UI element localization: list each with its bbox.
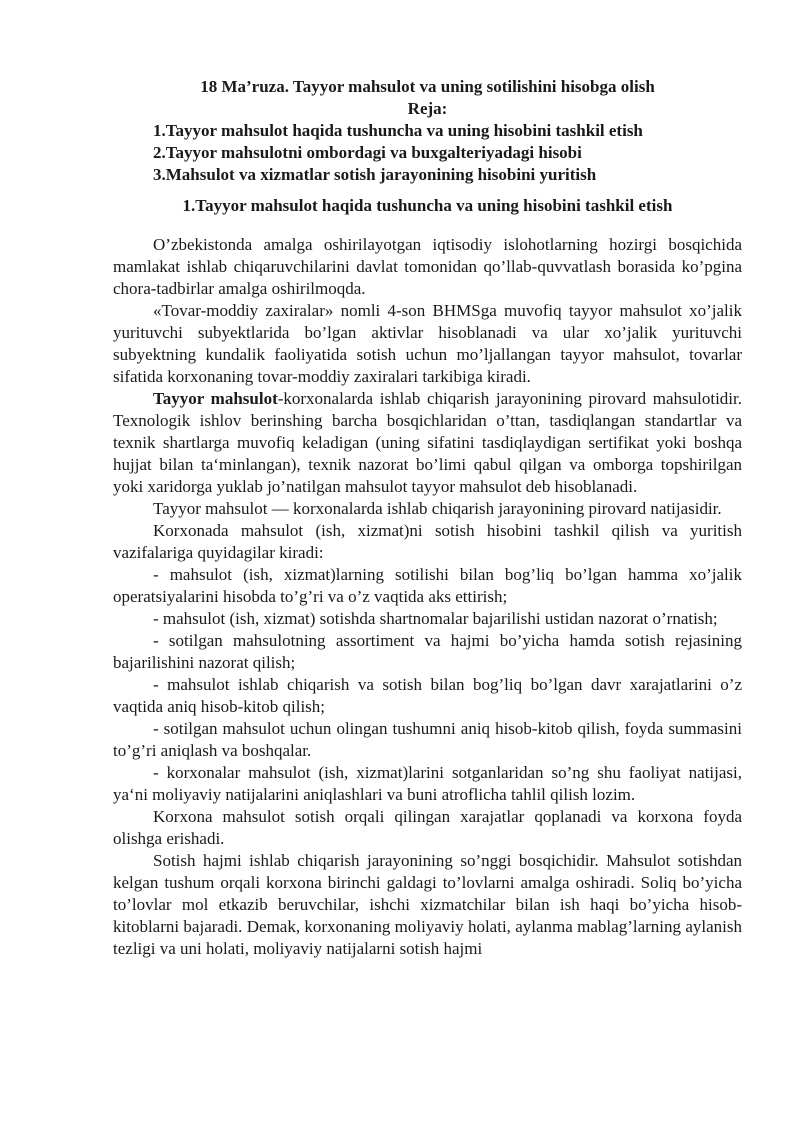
lecture-title: 18 Ma’ruza. Tayyor mahsulot va uning sotilishini hisobga olish [200, 77, 655, 96]
plan-item: 2.Tayyor mahsulotni ombordagi va buxgalteriyadagi hisobi [153, 143, 582, 162]
paragraph: Sotish hajmi ishlab chiqarish jarayonining so’nggi bosqichidir. Mahsulot sotishdan kelgan tushum orqali korxona birinchi galdagi to’lovlarni amalga oshiradi. Soliq bo’yicha to’lovlar mol etkazib beruvchilar, ishchi xizmatchilar bilan ish haqi bo’yicha hisob-kitoblarni bajaradi. Demak, korxonaning moliyaviy holati, aylanma mablag’larning aylanish tezligi va uni holati, moliyaviy natijalarni sotish hajmi [113, 851, 742, 958]
list-item: - sotilgan mahsulot uchun olingan tushumni aniq hisob-kitob qilish, foyda summasini to’g’ri aniqlash va boshqalar. [113, 719, 742, 760]
paragraph: «Tovar-moddiy zaxiralar» nomli 4-son BHMSga muvofiq tayyor mahsulot xo’jalik yurituvchi subyektlarida bo’lgan aktivlar hisoblanadi va ular xo’jalik yurituvchi subyektning kundalik faoliyatida sotish uchun mo’ljallangan tayyor mahsulot, tovarlar sifatida korxonaning tovar-moddiy zaxiralari tarkibiga kiradi. [113, 301, 742, 386]
document-page [113, 76, 742, 960]
plan-item: 1.Tayyor mahsulot haqida tushuncha va uning hisobini tashkil etish [153, 121, 643, 140]
list-item: - korxonalar mahsulot (ish, xizmat)larini sotganlaridan so’ng shu faoliyat natijasi, ya‘ni moliyaviy natijalarini aniqlashlari va buni atroflicha tahlil qilish lozim. [113, 763, 742, 804]
paragraph: O’zbekistonda amalga oshirilayotgan iqtisodiy islohotlarning hozirgi bosqichida mamlakat ishlab chiqaruvchilarini davlat tomonidan qo’llab-quvvatlash borasida ko’pgina chora-tadbirlar amalga oshirilmoqda. [113, 235, 742, 298]
section-heading: 1.Tayyor mahsulot haqida tushuncha va uning hisobini tashkil etish [182, 196, 673, 215]
paragraph: Korxonada mahsulot (ish, xizmat)ni sotish hisobini tashkil qilish va yuritish vazifalariga quyidagilar kiradi: [113, 521, 742, 562]
list-item: - mahsulot ishlab chiqarish va sotish bilan bog’liq bo’lgan davr xarajatlarini o’z vaqtida aniq hisob-kitob qilish; [113, 675, 742, 716]
paragraph: Tayyor mahsulot — korxonalarda ishlab chiqarish jarayonining pirovard natijasidir. [153, 499, 722, 518]
paragraph: Korxona mahsulot sotish orqali qilingan xarajatlar qoplanadi va korxona foyda olishga erishadi. [113, 807, 742, 848]
list-item: - mahsulot (ish, xizmat)larning sotilishi bilan bog’liq bo’lgan hamma xo’jalik operatsiyalarini hisobda to’g’ri va o’z vaqtida aks ettirish; [113, 565, 742, 606]
definition-text: -korxonalarda ishlab chiqarish jarayonining pirovard mahsulotidir. Texnologik ishlov berinshing barcha bosqichlaridan o’ttan, tasdiqlangan standartlar va texnik shartlarga muvofiq keladigan (uning sifatini tasdiqlaydigan sertifikat yoki boshqa hujjat bilan ta‘minlangan), texnik nazorat bo’limi qabul qilgan va omborga topshirilgan yoki xaridorga yuklab jo’natilgan mahsulot tayyor mahsulot deb hisoblanadi. [113, 389, 742, 496]
list-item: - sotilgan mahsulotning assortiment va hajmi bo’yicha hamda sotish rejasining bajarilishini nazorat qilish; [113, 631, 742, 672]
plan-item: 3.Mahsulot va xizmatlar sotish jarayonining hisobini yuritish [153, 165, 597, 184]
defined-term: Tayyor mahsulot [153, 389, 278, 408]
definition-paragraph [113, 388, 742, 498]
plan-list [113, 120, 742, 186]
list-item: - mahsulot (ish, xizmat) sotishda shartnomalar bajarilishi ustidan nazorat o’rnatish; [153, 609, 718, 628]
plan-label: Reja: [407, 99, 448, 118]
